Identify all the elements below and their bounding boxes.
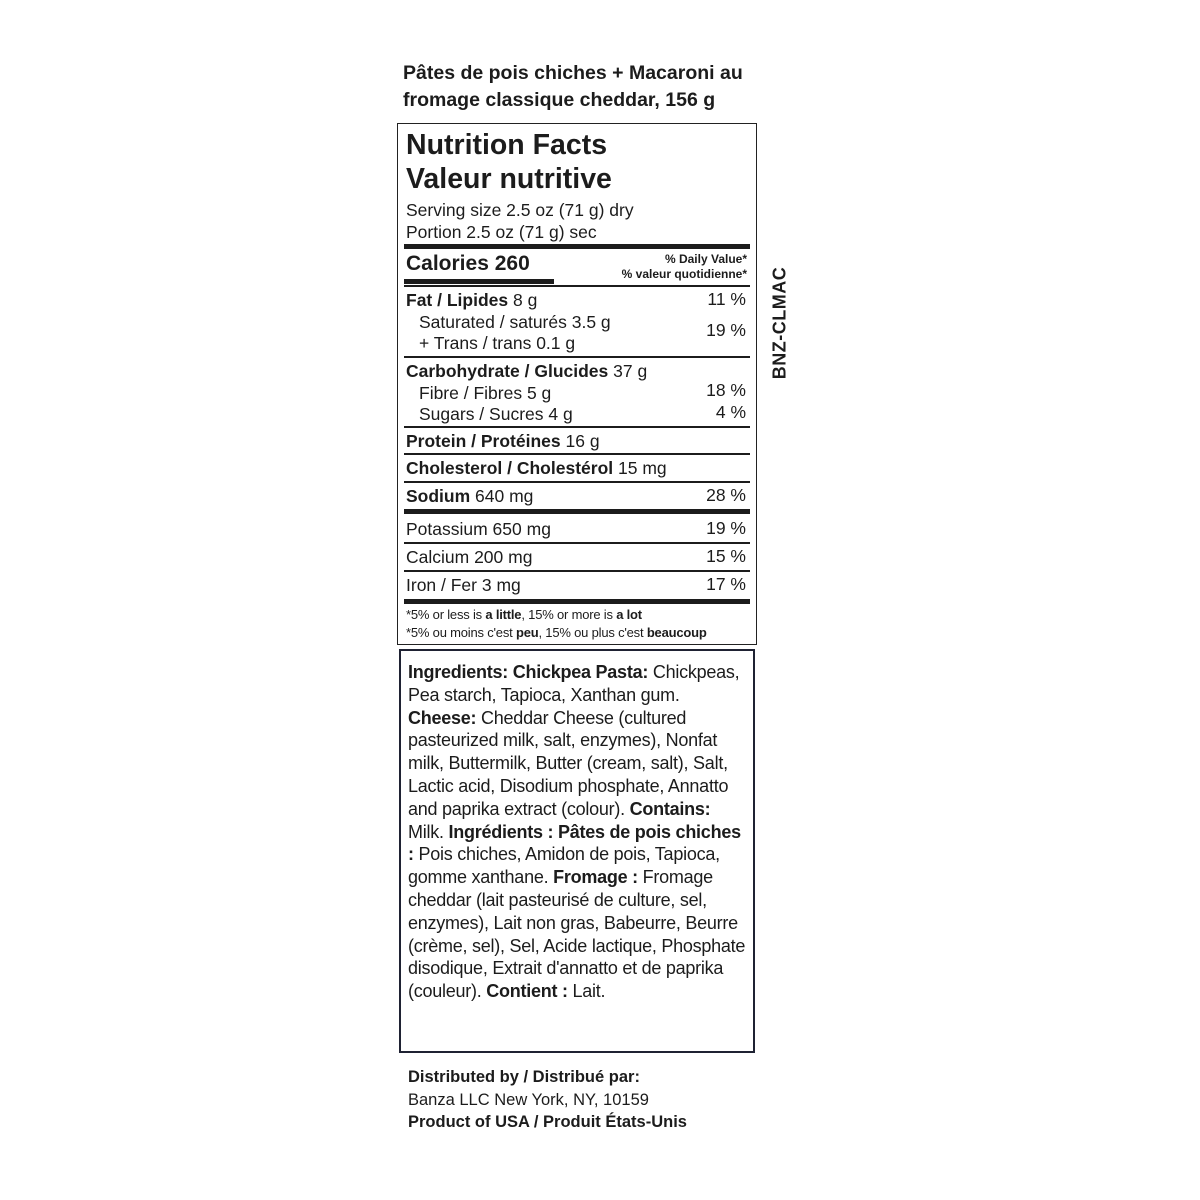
protein-label: Protein / Protéines bbox=[406, 431, 561, 451]
footnote-fr-b: peu bbox=[515, 625, 539, 640]
footnote-en-a: *5% or less is bbox=[406, 607, 486, 622]
ingredients-segment: Milk. bbox=[408, 821, 449, 842]
product-title-line1: Pâtes de pois chiches + Macaroni au bbox=[403, 62, 743, 84]
ingredients-segment: Ingrédients : Pâtes de pois chiches : bbox=[408, 821, 741, 865]
footnote-en-d: a lot bbox=[616, 607, 642, 622]
distributor-address: Banza LLC New York, NY, 10159 bbox=[408, 1090, 649, 1109]
calcium-pct: 15 % bbox=[706, 546, 746, 566]
ingredients-segment: Cheddar Cheese (cultured pasteurized milk, salt, enzymes), Nonfat milk, Buttermilk, Butter (cream, salt), Salt, Lactic acid, Disodium phosphate, Annatto and paprika extract (colour). bbox=[408, 707, 729, 819]
potassium-pct: 19 % bbox=[706, 518, 746, 538]
ingredients-segment: Chickpeas, Pea starch, Tapioca, Xanthan gum. bbox=[408, 662, 740, 705]
ingredients-segment: Ingredients: Chickpea Pasta: bbox=[408, 662, 649, 682]
rule-cholesterol bbox=[404, 481, 750, 483]
cholesterol-row bbox=[406, 458, 667, 479]
fat-row bbox=[406, 290, 537, 311]
ingredients-segment: Fromage cheddar (lait pasteurisé de culture, sel, enzymes), Lait non gras, Babeurre, Beurre (crème, sel), Sel, Acide lactique, Phosphate disodique, Extrait d'annatto et de paprika (couleur). bbox=[408, 867, 746, 1002]
potassium-row: Potassium 650 mg bbox=[406, 519, 551, 539]
footnote-fr-a: *5% ou moins c'est bbox=[406, 625, 516, 640]
distributed-by: Distributed by / Distribué par: bbox=[408, 1068, 640, 1086]
fibre-pct: 18 % bbox=[706, 380, 746, 400]
carb-row bbox=[406, 361, 647, 382]
protein-row bbox=[406, 431, 600, 452]
nutrition-heading-fr: Valeur nutritive bbox=[406, 163, 612, 195]
sugars-row: Sugars / Sucres 4 g bbox=[419, 404, 573, 424]
nutrition-heading-en: Nutrition Facts bbox=[406, 129, 608, 161]
product-code-text: BNZ-CLMAC bbox=[769, 266, 790, 379]
footnote-fr-d: beaucoup bbox=[646, 625, 707, 640]
product-origin: Product of USA / Produit États-Unis bbox=[408, 1113, 687, 1131]
product-code bbox=[765, 255, 795, 390]
protein-amount: 16 g bbox=[560, 431, 600, 451]
iron-row: Iron / Fer 3 mg bbox=[406, 575, 521, 595]
rule-thick-sodium bbox=[404, 509, 750, 514]
calories-bar bbox=[404, 279, 554, 284]
footnote-fr bbox=[406, 624, 707, 641]
footnote-en-b: a little bbox=[485, 607, 522, 622]
rule-calories bbox=[404, 285, 750, 287]
rule-protein bbox=[404, 453, 750, 455]
fat-amount: 8 g bbox=[508, 290, 538, 310]
ingredients-box bbox=[399, 649, 755, 1053]
daily-value-fr: % valeur quotidienne* bbox=[621, 267, 747, 281]
ingredients-segment: Pois chiches, Amidon de pois, Tapioca, gomme xanthane. bbox=[408, 844, 720, 888]
product-title-line2: fromage classique cheddar, 156 g bbox=[403, 89, 716, 111]
ingredients-segment: Lait. bbox=[567, 981, 606, 1002]
serving-size-fr: Portion 2.5 oz (71 g) sec bbox=[406, 222, 597, 242]
fat-label: Fat / Lipides bbox=[406, 290, 509, 310]
cholesterol-amount: 15 mg bbox=[613, 458, 667, 478]
sodium-row bbox=[406, 486, 533, 507]
trans-row: + Trans / trans 0.1 g bbox=[419, 333, 576, 353]
rule-carb bbox=[404, 426, 750, 428]
footnote-en bbox=[406, 606, 642, 623]
rule-thick-serving bbox=[404, 244, 750, 249]
saturated-row: Saturated / saturés 3.5 g bbox=[419, 312, 611, 332]
sodium-amount: 640 mg bbox=[470, 486, 534, 506]
ingredients-segment: Cheese: bbox=[408, 707, 477, 728]
product-title bbox=[403, 60, 823, 114]
ingredients-segment: Contient : bbox=[486, 981, 568, 1002]
rule-potassium bbox=[404, 542, 750, 544]
serving-size-en: Serving size 2.5 oz (71 g) dry bbox=[406, 200, 634, 220]
fat-pct: 11 % bbox=[707, 289, 746, 309]
footnote-en-c: , 15% or more is bbox=[521, 607, 617, 622]
footnote-fr-c: , 15% ou plus c'est bbox=[538, 625, 647, 640]
ingredients-segment: Contains: bbox=[629, 798, 711, 819]
carb-amount: 37 g bbox=[608, 361, 648, 381]
sodium-pct: 28 % bbox=[706, 485, 746, 505]
calories: Calories 260 bbox=[406, 252, 530, 275]
nutrition-facts-panel bbox=[397, 123, 757, 645]
sat-trans-pct: 19 % bbox=[706, 320, 746, 340]
rule-thick-iron bbox=[404, 599, 750, 604]
sodium-label: Sodium bbox=[406, 486, 471, 506]
carb-label: Carbohydrate / Glucides bbox=[406, 361, 609, 381]
iron-pct: 17 % bbox=[706, 574, 746, 594]
rule-calcium bbox=[404, 570, 750, 572]
distribution-info bbox=[408, 1066, 808, 1134]
rule-fat bbox=[404, 356, 750, 358]
calcium-row: Calcium 200 mg bbox=[406, 547, 533, 567]
fibre-row: Fibre / Fibres 5 g bbox=[419, 383, 552, 403]
cholesterol-label: Cholesterol / Cholestérol bbox=[406, 458, 614, 478]
ingredients-segment: Fromage : bbox=[553, 867, 638, 888]
sugars-pct: 4 % bbox=[715, 402, 746, 422]
daily-value-en: % Daily Value* bbox=[664, 252, 747, 266]
